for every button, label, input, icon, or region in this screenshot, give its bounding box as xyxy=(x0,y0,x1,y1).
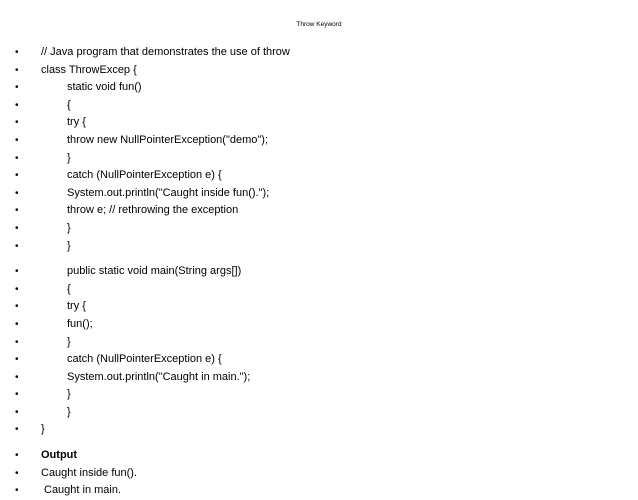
list-item xyxy=(0,220,638,238)
bullet-icon: • xyxy=(15,371,19,383)
code-line: static void fun() xyxy=(67,81,142,94)
output-heading: Output xyxy=(41,449,78,462)
bullet-icon: • xyxy=(15,389,19,401)
bullet-icon: • xyxy=(15,354,19,366)
bullet-icon: • xyxy=(15,222,19,234)
code-line: throw new NullPointerException("demo"); xyxy=(67,133,269,146)
code-line: { xyxy=(67,282,71,295)
code-line: catch (NullPointerException e) { xyxy=(67,353,222,366)
code-line: try { xyxy=(67,116,86,129)
code-line: { xyxy=(67,98,71,111)
slide-title: Throw Keyword xyxy=(296,21,342,28)
list-item xyxy=(0,316,638,334)
bullet-icon: • xyxy=(15,47,19,58)
code-line: System.out.println("Caught inside fun()."); xyxy=(67,186,270,199)
list-item xyxy=(0,97,638,115)
list-item xyxy=(0,114,638,132)
bullet-icon: • xyxy=(15,301,19,313)
list-item xyxy=(0,465,638,483)
list-item xyxy=(0,369,638,387)
bullet-icon: • xyxy=(15,240,19,252)
bullet-icon: • xyxy=(15,336,19,348)
list-item xyxy=(0,334,638,352)
code-line: try { xyxy=(67,300,86,313)
bullet-icon: • xyxy=(15,283,19,295)
bullet-icon: • xyxy=(15,467,19,479)
bullet-icon: • xyxy=(15,205,19,217)
list-item xyxy=(0,351,638,369)
code-line: } xyxy=(41,423,45,436)
bullet-icon: • xyxy=(15,318,19,330)
list-item xyxy=(0,404,638,422)
output-line: Caught in main. xyxy=(44,484,122,497)
bullet-icon: • xyxy=(15,266,19,278)
list-item xyxy=(0,44,638,62)
code-line: } xyxy=(67,388,71,401)
bullet-icon: • xyxy=(15,64,19,76)
list-item xyxy=(0,386,638,404)
list-item xyxy=(0,298,638,316)
code-line: // Java program that demonstrates the use of throw xyxy=(41,46,290,58)
list-item xyxy=(0,482,638,500)
bullet-icon: • xyxy=(15,424,19,436)
list-item xyxy=(0,79,638,97)
code-line: public static void main(String args[]) xyxy=(67,265,242,278)
empty-line xyxy=(0,255,638,263)
code-line: } xyxy=(67,239,71,252)
bullet-icon: • xyxy=(15,134,19,146)
list-item xyxy=(0,263,638,281)
bullet-icon: • xyxy=(15,406,19,418)
bullet-icon: • xyxy=(15,170,19,182)
code-line: } xyxy=(67,335,71,348)
code-line: fun(); xyxy=(67,317,93,330)
bullet-icon: • xyxy=(15,485,19,497)
bullet-icon: • xyxy=(15,152,19,164)
bullet-icon: • xyxy=(15,187,19,199)
list-item xyxy=(0,62,638,80)
list-item xyxy=(0,281,638,299)
code-line: System.out.println("Caught in main."); xyxy=(67,370,251,383)
code-line: } xyxy=(67,221,71,234)
code-line: throw e; // rethrowing the exception xyxy=(67,204,239,217)
list-item xyxy=(0,167,638,185)
list-item xyxy=(0,202,638,220)
code-line: } xyxy=(67,151,71,164)
code-line: class ThrowExcep { xyxy=(41,63,137,76)
list-item xyxy=(0,150,638,168)
bullet-icon: • xyxy=(15,117,19,129)
list-item xyxy=(0,421,638,439)
list-item xyxy=(0,447,638,465)
code-line: catch (NullPointerException e) { xyxy=(67,169,222,182)
bullet-icon: • xyxy=(15,450,19,462)
list-item xyxy=(0,238,638,256)
list-item xyxy=(0,185,638,203)
output-line: Caught inside fun(). xyxy=(41,466,137,479)
list-item xyxy=(0,132,638,150)
code-line: } xyxy=(67,405,71,418)
bullet-icon: • xyxy=(15,99,19,111)
bullet-list xyxy=(0,44,638,500)
bullet-icon: • xyxy=(15,82,19,94)
